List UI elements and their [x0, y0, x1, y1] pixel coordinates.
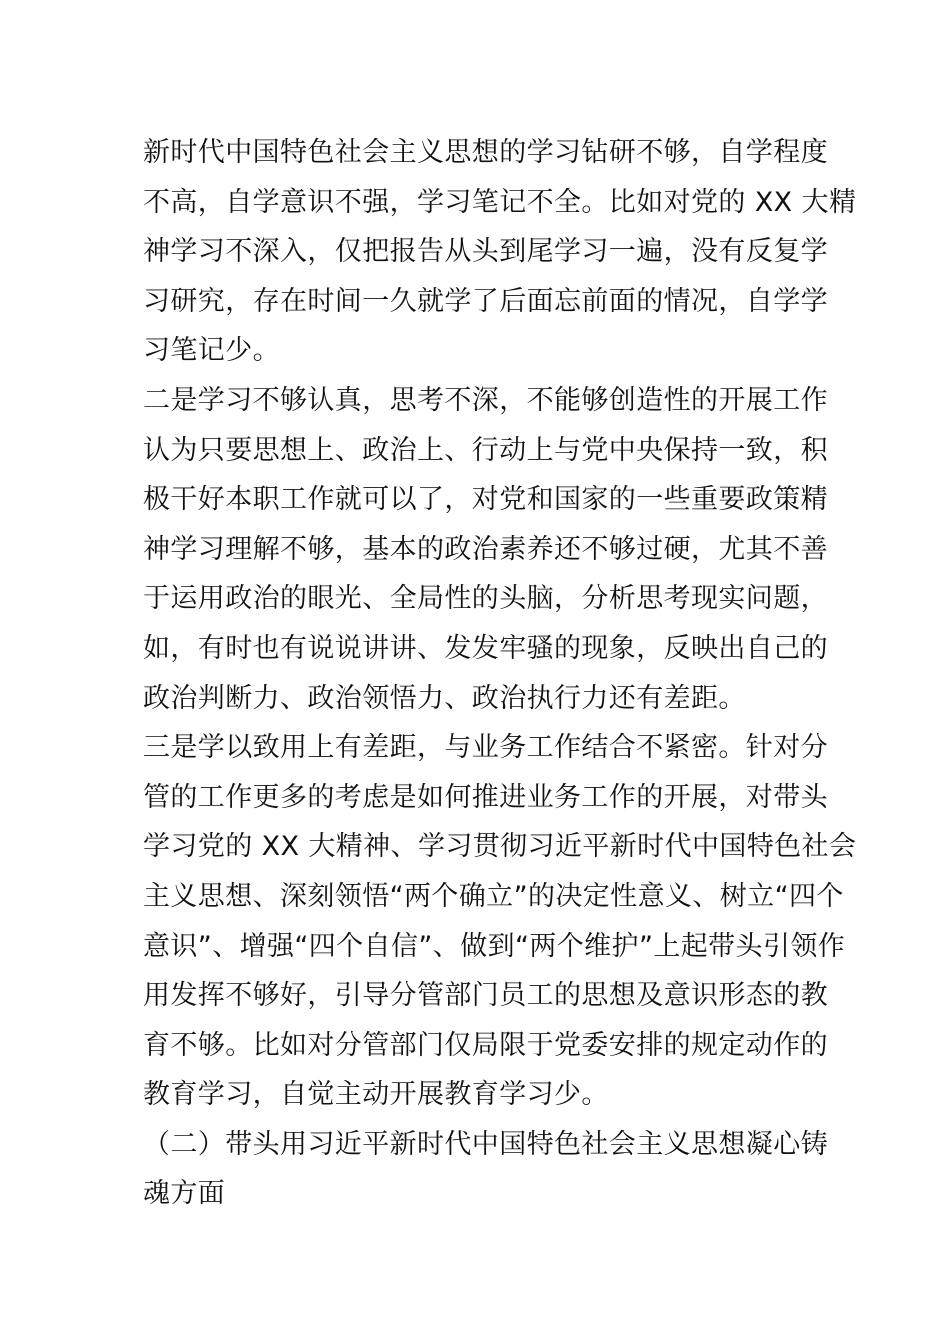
- text-line: 用发挥不够好，引导分管部门员工的思想及意识形态的教: [143, 980, 828, 1012]
- section-heading-line: 魂方面: [143, 1178, 226, 1210]
- text-line: 不高，自学意识不强，学习笔记不全。比如对党的 XX 大精: [143, 186, 857, 218]
- text-line: 于运用政治的眼光、全局性的头脑，分析思考现实问题，: [143, 583, 828, 615]
- text-line: 教育学习，自觉主动开展教育学习少。: [143, 1079, 609, 1111]
- text-line: 如，有时也有说说讲讲、发发牢骚的现象，反映出自己的: [143, 632, 828, 664]
- text-line: 认为只要思想上、政治上、行动上与党中央保持一致，积: [143, 434, 828, 466]
- text-line: 神学习理解不够，基本的政治素养还不够过硬，尤其不善: [143, 533, 828, 565]
- text-line: 极干好本职工作就可以了，对党和国家的一些重要政策精: [143, 484, 828, 516]
- text-line: 习笔记少。: [143, 335, 280, 367]
- text-line: 育不够。比如对分管部门仅局限于党委安排的规定动作的: [143, 1029, 828, 1061]
- text-line: 学习党的 XX 大精神、学习贯彻习近平新时代中国特色社会: [143, 831, 857, 863]
- body-text: [143, 128, 857, 1219]
- text-line: 新时代中国特色社会主义思想的学习钻研不够，自学程度: [143, 137, 828, 168]
- section-heading-line: （二）带头用习近平新时代中国特色社会主义思想凝心铸: [143, 1128, 828, 1160]
- text-line: 政治判断力、政治领悟力、政治执行力还有差距。: [143, 682, 746, 714]
- text-line: 二是学习不够认真，思考不深，不能够创造性的开展工作: [143, 384, 828, 416]
- text-line: 神学习不深入，仅把报告从头到尾学习一遍，没有反复学: [143, 236, 828, 268]
- text-line: 意识”、增强“四个自信”、做到“两个维护”上起带头引领作: [143, 930, 846, 962]
- text-line: 管的工作更多的考虑是如何推进业务工作的开展，对带头: [143, 781, 828, 813]
- text-line: 三是学以致用上有差距，与业务工作结合不紧密。针对分: [143, 732, 828, 764]
- text-line: 习研究，存在时间一久就学了后面忘前面的情况，自学学: [143, 285, 828, 317]
- text-line: 主义思想、深刻领悟“两个确立”的决定性意义、树立“四个: [143, 880, 844, 912]
